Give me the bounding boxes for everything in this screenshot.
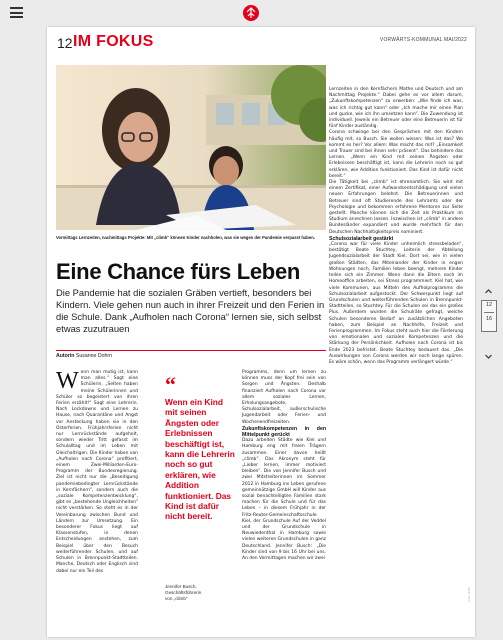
quote-mark-icon: “ xyxy=(165,372,176,397)
section-title: IM FOKUS xyxy=(73,33,154,50)
author-line xyxy=(56,353,112,359)
column-2-text-b: Dazu arbeiten Städte wie Kiel und Hamburg eng mit freien Trägern zusammen. Einer davon heißt „climb“. Das Akronym steht für „Lieber lernen, immer motiviert bleiben“. Die von Jennifer Busch und zwei Mitstreiterinnen im Sommer 2012 in Hamburg ins Leben gerufene gemeinnützige GmbH will Kinder aus sozial benachteiligten Familien stark machen für die Schule und für das Leben – in diesem Frühjahr in der Fritz-Reuter-Gemeinschaftsschule Kiel, der Grundschule Auf der Veddel und der Grundschule in Neuwiedenthal in Hamburg sowie vielen weiteren Grundschulen in ganz Deutschland. Jennifer Busch: „Die Kinder sind von 9 bis 16 Uhr bei uns. An den Vormittagen machen wir zwei xyxy=(242,438,326,562)
article-photo xyxy=(56,65,326,230)
chevron-up-icon xyxy=(484,287,493,296)
logo-mark xyxy=(243,5,259,21)
pull-quote: Wenn ein Kind mit seinen Ängsten oder Erlebnissen beschäftigt ist, kann die Lehrerin noch so gut erklären, wie Addition funktioniert. Das Kind ist dafür nicht bereit. xyxy=(165,397,235,522)
current-page: 12 xyxy=(485,302,493,308)
previous-page-button[interactable] xyxy=(484,283,493,292)
magazine-page xyxy=(47,27,475,637)
body-column-2 xyxy=(242,370,326,562)
photo-caption: Vormittags Lernzeiten, nachmittags Projekte: Mit „climb“ können Kinder nachholen, was sie wegen der Pandemie verpasst haben. xyxy=(56,235,315,240)
subheading-schulsozialarbeit: Schulsozialarbeit gestärkt xyxy=(329,235,394,242)
drop-cap: W xyxy=(56,368,79,394)
column-2-text-a: Programms, denn um lernen zu können muss der Kopf frei sein von Sorgen und Ängsten. Deshalb finanziert Aufholen nach Corona vor allem soziales Lernen, Erholungsangebote, Schulsozialarbeit, außerschulische Jugendarbeit oder Ferien- und Wochenendfreizeiten. xyxy=(242,370,326,425)
next-page: 16 xyxy=(485,316,493,322)
body-column-1 xyxy=(56,370,138,575)
publication-info: VORWÄRTS-KOMMUNAL MAI/2022 xyxy=(379,37,467,43)
page-indicator[interactable] xyxy=(481,300,497,332)
author-name: Susanne Dohrn xyxy=(75,353,112,359)
body-column-3 xyxy=(329,87,463,366)
column-1-text: enn man mutig ist, kann man alles.“ Sagt eine Schülerin. „Selten haben meine Schülerinnen und Schüler so begeistert von ihren Ferien erzählt!“ Sagt eine Lehrerin. Nach Lockdowns und Lernen zu Hause, nach Quarantäne und Angst vor Ansteckung haben sie in den Osterferien. Frühjahrsferien nicht nur Lernrückstände aufgeholt, sondern wieder Tritt gefasst im Schulalltag und im Leben mit Gleichaltrigen. Die Kinder haben von „Aufholen nach Corona“ profitiert, einem Zwei-Milliarden-Euro-Programm der Bundesregierung. Ziel ist nicht nur die „Beseitigung pandemiebedingter Lernrückstände in Kernfächern“, sondern auch die „soziale Kompetenzentwicklung“, gibt es „bestehende Ungleichheiten“ nicht verstärken. So steht es in der Vereinbarung zwischen Bund und Ländern zur Umsetzung. Ein besonderer Fokus liegt auf Klassenstufen, in denen Entscheidungen anstehen, zum Beispiel über den Besuch weiterführender Schulen, und auf Schulen in Brennpunkt-Stadtteilen. Manche, Deutsch oder Englisch sind dabei nur ein Teil des xyxy=(56,370,138,574)
next-page-button[interactable] xyxy=(484,348,493,357)
author-label: Autorin xyxy=(56,353,75,359)
column-3-text-a: Lernzeiten in den Kernfächern Mathe und Deutsch und am Nachmittag Projekte.“ Dabei gehe es vor allem darum, „Zukunftskompetenzen“ zu erwerben: „Wie finde ich was, was ich richtig gut kann“ oder „Ich mache mir einen Plan und gucke, wie ich ihn umsetzen kann“. Die Zuwendung ist individuell. Jeweils ein Betreuer oder eine Betreuerin ist für fünf Kinder zuständig. Corona schwinge bei den Gesprächen mit den Kindern häufig mit, so Busch. Sie wollen wissen: Was ist das? Wo kommt es her? Vor allem: Was macht das mit? „Einsamkeit und Trauer sind bei ihnen sehr präsent“. Das behindere das Lernen. „Wenn ein Kind mit seinen Ängsten oder Erlebnissen beschäftigt ist, kann die Lehrerin noch so gut erklären, wie Addition funktioniert. Das Kind ist dafür nicht bereit.“ Die Tätigkeit bei „climb“ ist ehrenamtlich. Sie wird mit einem Zertifikat, einer Aufwandsentschädigung und vielen neuen Erfahrungen belohnt. Die Betreuerinnen und Betreuer sind oft Studierende des Lehramts oder der Psychologie und bekommen erfahrene Mentoren zur Seite gestellt. Manche können sich die Zeit als Praktikum im Studium anrechnen lassen. Inzwischen ist „climb“ in andere Bundesländer expandiert und wurde mehrfach für den Deutschen Nachhaltigkeitspreis nominiert. xyxy=(329,87,463,235)
photo-credit: Foto: climb xyxy=(467,587,471,602)
logo-icon[interactable] xyxy=(243,5,259,21)
viewer-toolbar xyxy=(0,0,503,26)
page-number: 12 xyxy=(57,35,73,51)
pager-divider xyxy=(484,312,494,313)
pull-quote-source: Jennifer Busch, Geschäftsführerin von „climb“ xyxy=(165,584,202,601)
chevron-down-icon xyxy=(484,352,493,361)
article-headline: Eine Chance fürs Leben xyxy=(56,259,301,284)
article-lead: Die Pandemie hat die sozialen Gräben vertieft, besonders bei Kindern. Viele gehen nun auch in ihrer Freizeit und den Ferien in die Schule. Dank „Aufholen nach Corona“ lernen sie, sich selbst etwas zuzutrauen xyxy=(56,287,325,334)
divider xyxy=(56,350,326,351)
column-3-text-b: „Corona war für viele Kinder unheimlich stressbeladen“, bestätigt Beate Stuchtey, Leiterin der Abteilung Jugendsozialarbeit der Stadt Kiel. Dort sei, wie in vielen großen Städten, das Miteinander der Kinder in engen Wohnungen noch, Familien leben beengt, mehrere Kinder teilen sich ein Zimmer. Wenn dann die Eltern noch im Homeoffice arbeiten, sei Stress programmiert. Kiel hat, wie viele Kommunen, aus Mitteln des Aufholprogramms die Schulsozialarbeit aufgestockt. Der Schwerpunkt liegt auf Grundschulen und weiterführenden Schulen in Brennpunkt-Stadtteilen, so Stuchtey. Für die Schulen sei das ein großes Plus. Außerdem wurden die Schulräte gefragt, welche Schulen besonderen Bedarf an zusätzlichen Angeboten haben, zum Beispiel an Nachhilfe, Freizeit und Ferienprogrammen. Im Fokus steht auch hier die Förderung von emotionalen und sozialen Kompetenzen und die Stärkung der Persönlichkeit. Aufholen nach Corona ist bis Ende 2023 befristet. Beate Stuchtey bedauert das. „Die Auswirkungen von Corona werden wir noch lange spüren. Es wäre schön, wenn das Programm verlängert würde.“ xyxy=(329,242,463,365)
menu-icon[interactable] xyxy=(10,7,23,18)
photo-children-learning xyxy=(56,65,326,230)
subheading-zukunft: Zukunftskompetenzen in den Mittelpunkt gerückt xyxy=(242,425,326,439)
